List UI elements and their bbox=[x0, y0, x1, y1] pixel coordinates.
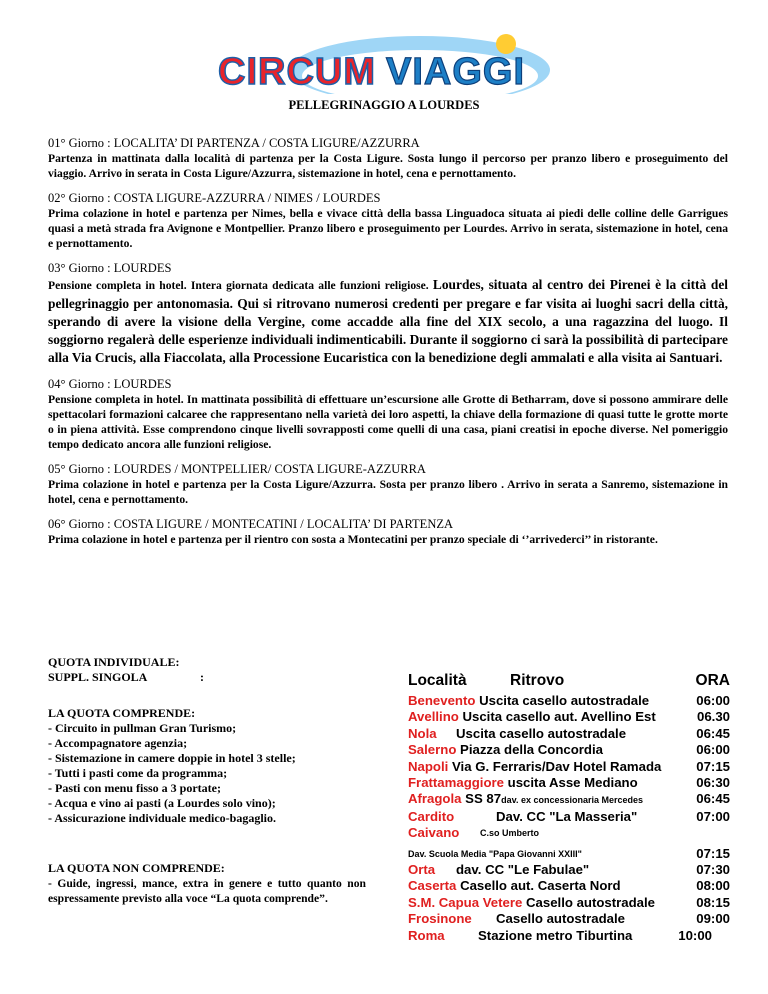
table-row bbox=[408, 791, 730, 808]
list-item: - Acqua e vino ai pasti (a Lourdes solo vino); bbox=[48, 796, 276, 810]
document-title: PELLEGRINAGGIO A LOURDES bbox=[288, 98, 480, 112]
header-time: ORA bbox=[695, 672, 730, 689]
list-item: - Assicurazione individuale medico-bagaglio. bbox=[48, 811, 277, 825]
single-supplement-label: SUPPL. SINGOLA bbox=[48, 670, 148, 684]
row-place: Piazza della Concordia bbox=[460, 742, 603, 758]
svg-text:CIRCUM: CIRCUM bbox=[218, 51, 376, 93]
day-title: 02° Giorno : COSTA LIGURE-AZZURRA / NIMES / LOURDES bbox=[48, 191, 381, 205]
row-place bbox=[465, 791, 696, 808]
table-row bbox=[408, 862, 730, 878]
day-description bbox=[48, 276, 728, 367]
table-row bbox=[408, 928, 730, 944]
row-time: 07:15 bbox=[696, 845, 730, 861]
row-city: Caivano bbox=[408, 825, 460, 841]
table-row bbox=[408, 726, 730, 742]
day-description: Prima colazione in hotel e partenza per la Costa Ligure/Azzurra. Sosta per pranzo libero . Arrivo in serata a Sanremo, sistemazione in hotel, cena e pernottamento. bbox=[48, 478, 728, 506]
pickup-table bbox=[408, 672, 730, 944]
row-time: 10:00 bbox=[678, 927, 712, 943]
table-row bbox=[408, 775, 730, 791]
row-place: Casello autostradale bbox=[526, 894, 656, 910]
table-row bbox=[408, 693, 730, 709]
table-row bbox=[408, 846, 730, 862]
row-place: Via G. Ferraris/Dav Hotel Ramada bbox=[451, 758, 662, 774]
row-place: C.so Umberto bbox=[480, 828, 540, 839]
row-time: 07:00 bbox=[696, 808, 730, 824]
excludes-title: LA QUOTA NON COMPRENDE: bbox=[48, 861, 225, 875]
day-description: Prima colazione in hotel e partenza per Nimes, bella e vivace città della bassa Linguadoca situata ai piedi delle colline delle Garrigues quasi a metà strada fra Avignone e Montpellier. Pranzo libero e proseguimento per Lourdes. Arrivo in serata, sistemazione in hotel, cena e pernottamento. bbox=[48, 207, 728, 250]
row-time: 08:00 bbox=[696, 878, 730, 894]
day-5 bbox=[48, 462, 728, 507]
single-supplement-colon: : bbox=[200, 670, 204, 684]
list-item: - Sistemazione in camere doppie in hotel 3 stelle; bbox=[48, 751, 296, 765]
row-place: Casello aut. Caserta Nord bbox=[460, 878, 621, 894]
row-place: dav. CC "Le Fabulae" bbox=[456, 862, 590, 878]
row-city: S.M. Capua Vetere bbox=[408, 894, 523, 910]
day-description: Prima colazione in hotel e partenza per il rientro con sosta a Montecatini per pranzo speciale di ‘’arrivederci’’ in ristorante. bbox=[48, 533, 658, 546]
row-city: Avellino bbox=[408, 709, 459, 725]
row-city: Benevento bbox=[408, 693, 476, 708]
includes-title: LA QUOTA COMPRENDE: bbox=[48, 706, 196, 720]
row-time: 06:00 bbox=[696, 742, 730, 758]
row-time: 07:15 bbox=[696, 758, 730, 774]
quota-individual-label: QUOTA INDIVIDUALE: bbox=[48, 655, 180, 669]
day-3 bbox=[48, 261, 728, 367]
day-6 bbox=[48, 517, 728, 547]
row-place: Dav. CC "La Masseria" bbox=[496, 808, 638, 824]
day-4 bbox=[48, 377, 728, 452]
row-city: Napoli bbox=[408, 758, 449, 774]
single-supplement-row bbox=[48, 670, 366, 685]
quota-section bbox=[48, 655, 366, 906]
day-1 bbox=[48, 136, 728, 181]
table-row bbox=[408, 759, 730, 775]
row-city: Roma bbox=[408, 927, 445, 943]
row-city: Frosinone bbox=[408, 911, 472, 927]
list-item: - Circuito in pullman Gran Turismo; bbox=[48, 721, 237, 735]
row-place-main: SS 87 bbox=[465, 791, 502, 807]
day-2 bbox=[48, 191, 728, 251]
table-row bbox=[408, 709, 730, 725]
row-place: Uscita casello autostradale bbox=[479, 693, 650, 708]
day-title: 04° Giorno : LOURDES bbox=[48, 377, 172, 391]
header-meeting: Ritrovo bbox=[510, 672, 565, 689]
list-item: - Tutti i pasti come da programma; bbox=[48, 766, 228, 780]
circum-viaggi-logo bbox=[210, 30, 560, 94]
row-time: 08:15 bbox=[696, 894, 730, 910]
day-description-part: Pensione completa in hotel. Intera giornata dedicata alle funzioni religiose. bbox=[48, 279, 433, 292]
row-city: Frattamaggiore bbox=[408, 775, 504, 791]
table-row bbox=[408, 878, 730, 894]
day-title: 05° Giorno : LOURDES / MONTPELLIER/ COSTA LIGURE-AZZURRA bbox=[48, 462, 426, 476]
day-description: Pensione completa in hotel. In mattinata possibilità di effettuare un’escursione alle Grotte di Betharram, dove si possono ammirare delle spettacolari formazioni calcaree che rappresentano nella varietà dei loro aspetti, la chiave della formazione di quasi tutte le grotte morte o in piena attività. Esse comprendono cinque livelli sovrapposti come quelli di una casa, piani creatisi in epoche diverse. Nel pomeriggio tempo dedicato ancora alle funzioni religiose. bbox=[48, 393, 728, 451]
row-city: Salerno bbox=[408, 742, 457, 758]
row-city: Afragola bbox=[408, 791, 462, 807]
row-city: Nola bbox=[408, 725, 437, 741]
row-place: Uscita casello autostradale bbox=[456, 725, 627, 741]
row-time: 07:30 bbox=[696, 862, 730, 878]
day-title: 03° Giorno : LOURDES bbox=[48, 261, 172, 275]
row-place: Stazione metro Tiburtina bbox=[478, 927, 633, 943]
excludes-text: - Guide, ingressi, mance, extra in genere e tutto quanto non espressamente previsto alla voce “La quota comprende”. bbox=[48, 877, 366, 905]
row-city: Cardito bbox=[408, 808, 455, 824]
itinerary bbox=[48, 136, 728, 557]
row-place: Uscita casello aut. Avellino Est bbox=[462, 709, 656, 725]
row-time: 06:30 bbox=[696, 775, 730, 791]
day-description-part: Lourdes, situata al centro dei Pirenei è la città del pellegrinaggio per antonomasia. Qui si ritrovano numerosi credenti per pregare e far visita ai luoghi sacri della città, sperando di avere la visione della Vergine, come accadde alla fine del XIX secolo, a una ragazzina del luogo. Il soggiorno regalerà delle esperienze individuali indimenticabili. Durante il soggiorno ci sarà la possibilità di partecipare alla Via Crucis, alla Fiaccolata, alla Processione Eucaristica con la benedizione degli ammalati e alla visita ai Santuari. bbox=[48, 277, 728, 365]
table-row bbox=[408, 742, 730, 758]
row-city: Orta bbox=[408, 862, 436, 878]
day-description: Partenza in mattinata dalla località di partenza per la Costa Ligure. Sosta lungo il percorso per pranzo libero e proseguimento del viaggio. Arrivo in serata in Costa Ligure/Azzurra, sistemazione in hotel, cena e pernottamento. bbox=[48, 152, 728, 180]
svg-text:VIAGGI: VIAGGI bbox=[386, 51, 526, 93]
row-time: 09:00 bbox=[696, 911, 730, 927]
header-location: Località bbox=[408, 672, 467, 689]
list-item: - Pasti con menu fisso a 3 portate; bbox=[48, 781, 221, 795]
row-place: Dav. Scuola Media "Papa Giovanni XXIII" bbox=[408, 848, 582, 859]
table-row bbox=[408, 911, 730, 927]
row-time: 06.30 bbox=[696, 709, 730, 725]
row-place: Casello autostradale bbox=[496, 911, 625, 927]
row-place-note: dav. ex concessionaria Mercedes bbox=[501, 795, 644, 806]
list-item: - Accompagnatore agenzia; bbox=[48, 736, 188, 750]
table-header bbox=[408, 672, 730, 690]
includes-list bbox=[48, 721, 366, 826]
table-row bbox=[408, 809, 730, 825]
row-time: 06:45 bbox=[696, 791, 730, 807]
row-time: 06:45 bbox=[696, 725, 730, 741]
table-row bbox=[408, 895, 730, 911]
row-city: Caserta bbox=[408, 878, 457, 894]
day-title: 01° Giorno : LOCALITA’ DI PARTENZA / COSTA LIGURE/AZZURRA bbox=[48, 136, 420, 150]
day-title: 06° Giorno : COSTA LIGURE / MONTECATINI / LOCALITA’ DI PARTENZA bbox=[48, 517, 454, 531]
table-row bbox=[408, 825, 730, 841]
row-time: 06:00 bbox=[696, 693, 730, 708]
row-place: uscita Asse Mediano bbox=[507, 775, 638, 791]
